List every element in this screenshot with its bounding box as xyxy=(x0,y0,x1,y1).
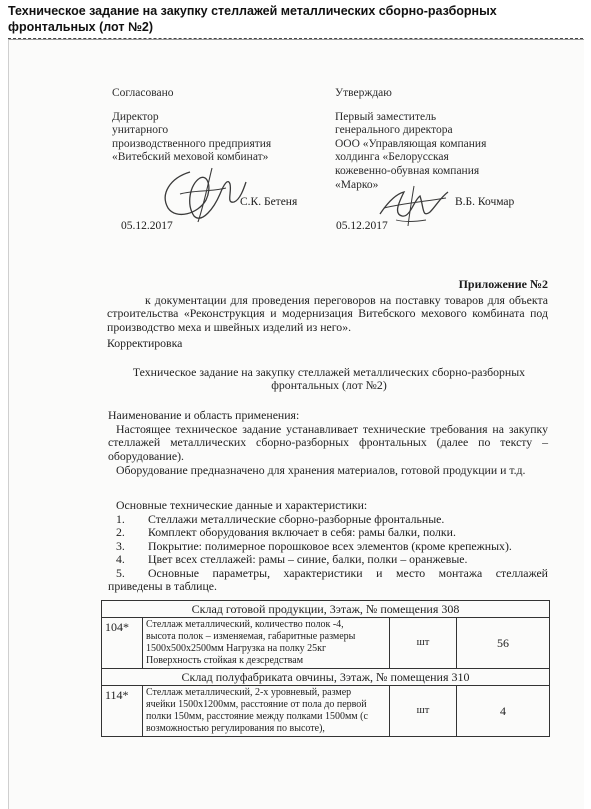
scope-heading: Наименование и область применения: xyxy=(108,408,300,422)
approval-right-line: ООО «Управляющая компания xyxy=(335,137,487,150)
list-item-number: 3. xyxy=(116,538,125,553)
list-item xyxy=(108,553,548,566)
table-section-row xyxy=(102,669,550,686)
scope-text: Настоящее техническое задание устанавливает технические требования на закупку стеллажей металлических сборно-разборных фронтальных (далее по тексту – оборудование). xyxy=(108,422,548,463)
approval-right-line: генерального директора xyxy=(335,124,453,137)
appendix-note: Корректировка xyxy=(107,336,183,350)
signature-left-image xyxy=(150,164,250,226)
table-cell-description xyxy=(143,618,390,669)
description-line: ячейки 1500х1200мм, расстояние от пола до первой xyxy=(146,699,367,710)
approval-right-date: 05.12.2017 xyxy=(336,220,388,232)
table-section-title: Склад готовой продукции, 3этаж, № помещения 308 xyxy=(102,601,550,618)
approval-left-line: производственного предприятия xyxy=(112,137,272,150)
table-row xyxy=(102,686,550,737)
list-item-text: Стеллажи металлические сборно-разборные фронтальные. xyxy=(148,512,445,526)
list-item xyxy=(108,567,548,580)
description-line: возможностью регулирования по высоте), xyxy=(146,723,325,734)
table-cell-unit: шт xyxy=(390,686,457,737)
signer-left-name: С.К. Бетеня xyxy=(240,196,298,208)
approval-left-header: Согласовано xyxy=(112,87,174,99)
list-item xyxy=(108,513,548,526)
approval-left-line: «Витебский меховой комбинат» xyxy=(112,151,269,164)
table-row xyxy=(102,618,550,669)
purpose-text: Оборудование предназначено для хранения материалов, готовой продукции и т.д. xyxy=(116,463,526,477)
document-title: Техническое задание на закупку стеллажей металлических сборно-разборных фронтальных (лот №2) xyxy=(132,365,526,393)
table-cell-quantity: 4 xyxy=(457,686,550,737)
approval-left-line: Директор xyxy=(112,110,159,123)
approval-right-line: Первый заместитель xyxy=(335,110,437,123)
table-cell-unit: шт xyxy=(390,618,457,669)
signer-right-name: В.Б. Кочмар xyxy=(455,196,515,208)
list-item-text: Основные параметры, характеристики и место монтажа стеллажей xyxy=(148,565,548,580)
list-item-text: Комплект оборудования включает в себя: рамы балки, полки. xyxy=(148,525,456,540)
description-line: Стеллаж металлический, 2-х уровневый, размер xyxy=(146,687,352,698)
equipment-table xyxy=(101,600,550,737)
appendix-title: Приложение №2 xyxy=(458,277,548,291)
list-item-number: 5. xyxy=(116,565,125,580)
description-line: полки 150мм, расстояние между полками 1500мм (с xyxy=(146,711,368,722)
approval-right-line: кожевенно-обувная компания xyxy=(335,164,480,177)
spec-list xyxy=(108,513,548,593)
approval-right-header: Утверждаю xyxy=(335,87,392,99)
list-item xyxy=(108,540,548,553)
appendix-text: к документации для проведения переговоров на поставку товаров для объекта строительства «Реконструкция и модернизация Витебского мехового комбината под производство меха и швейных изделий из него». xyxy=(107,293,548,334)
list-item-text: Цвет всех стеллажей: рамы – синие, балки, полки – оранжевые. xyxy=(148,552,468,567)
approval-left-block xyxy=(112,87,327,165)
approval-right-block xyxy=(335,87,555,192)
tech-heading: Основные технические данные и характеристики: xyxy=(116,498,368,512)
description-line: 1500х500х2500мм Нагрузка на полку 25кг xyxy=(146,643,327,654)
table-cell-description xyxy=(143,686,390,737)
description-line: Стеллаж металлический, количество полок -4, xyxy=(146,619,344,630)
list-item-number: 4. xyxy=(116,552,125,567)
approval-right-line: «Марко» xyxy=(335,178,379,191)
approval-left-date: 05.12.2017 xyxy=(121,220,173,232)
table-cell-number: 104* xyxy=(102,618,143,669)
table-section-title: Склад полуфабриката овчины, 3этаж, № помещения 310 xyxy=(102,669,550,686)
page-title: Техническое задание на закупку стеллажей металлических сборно-разборных фронтальных (лот №2) xyxy=(8,4,497,34)
scan-edge-divider xyxy=(8,38,583,39)
table-cell-quantity: 56 xyxy=(457,618,550,669)
list-item-number: 1. xyxy=(116,512,125,526)
approval-right-line: холдинга «Белорусская xyxy=(335,151,449,164)
approval-left-line: унитарного xyxy=(112,124,169,137)
list-item xyxy=(108,526,548,539)
list-item-text: Покрытие: полимерное порошковое всех элементов (кроме крепежных). xyxy=(148,538,512,553)
description-line: Поверхность стойкая к дезсредствам xyxy=(146,655,304,666)
list-continuation: приведены в таблице. xyxy=(108,579,217,594)
table-section-row xyxy=(102,601,550,618)
description-line: высота полок – изменяемая, габаритные размеры xyxy=(146,631,356,642)
table-cell-number: 114* xyxy=(102,686,143,737)
list-item-number: 2. xyxy=(116,525,125,540)
